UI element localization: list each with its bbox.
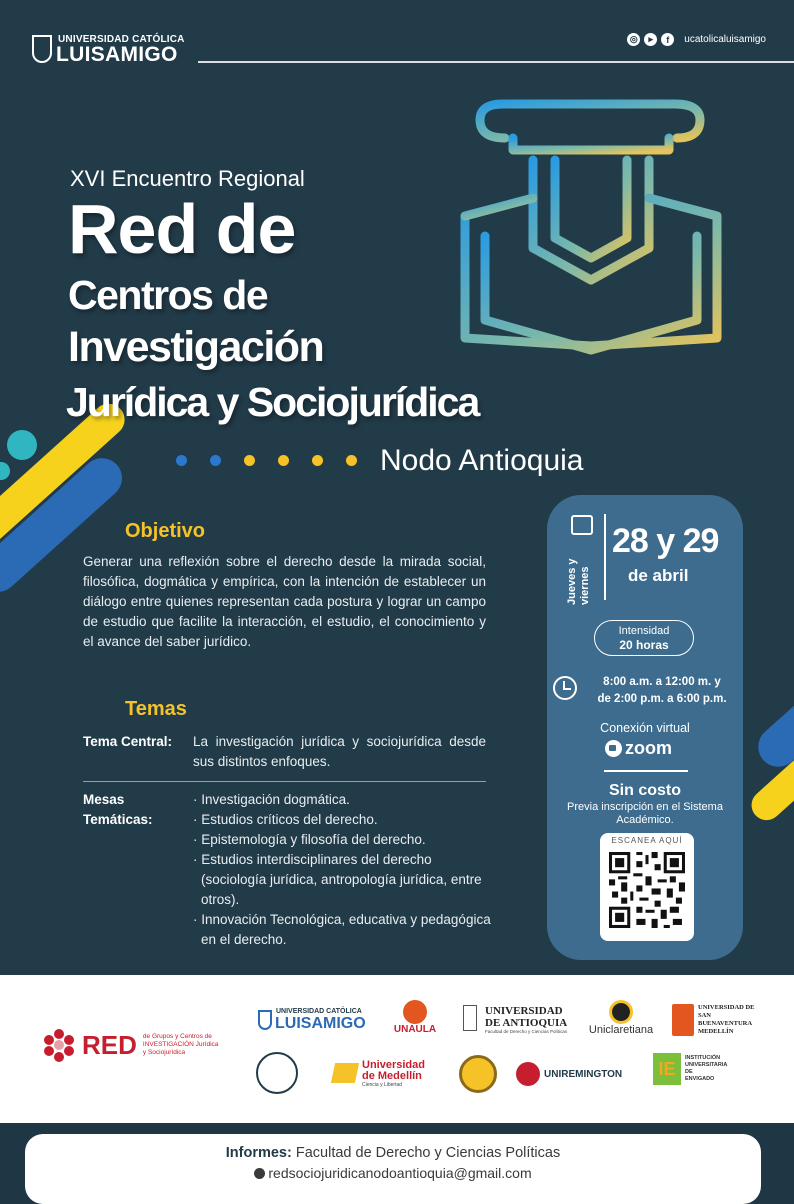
uniremington-logo [516, 1062, 636, 1086]
brand-logo [32, 34, 192, 67]
list-item: · Epistemología y filosofía del derecho. [193, 832, 426, 847]
uniremington-name: UNIREMINGTON [544, 1068, 623, 1080]
tema-central-label: Tema Central: [83, 734, 173, 749]
zoom-logo [605, 738, 695, 759]
title-line-1: Red de [68, 190, 296, 268]
brand-main-text: LUISAMIGO [56, 43, 178, 66]
uniclaretiana-logo [585, 1000, 657, 1036]
shield-icon [32, 35, 52, 63]
hours-line-1: 8:00 a.m. a 12:00 m. y [603, 676, 721, 688]
column-book-emblem-icon [455, 98, 730, 363]
card-divider [604, 770, 688, 772]
objetivo-text: Generar una reflexión sobre el derecho desde la mirada social, filosófica, dogmática y empírica, con la intención de establecer un diálogo entre quienes representan cada postura y lograr un campo de estudio que facilite la interacción, el estudio, el conocimiento y el avance del saber jurídico. [83, 554, 486, 649]
university-seal-icon [256, 1052, 298, 1094]
platform-name: zoom [625, 738, 672, 758]
temas-heading: Temas [125, 698, 187, 720]
youtube-icon: ▸ [644, 33, 657, 46]
intensity-value: 20 horas [619, 638, 669, 652]
event-days: Jueves y viernes [566, 558, 591, 605]
decor-circle [0, 462, 10, 480]
qr-code-icon[interactable] [609, 852, 685, 928]
dot [210, 455, 221, 466]
list-item: · Estudios críticos del derecho. [193, 812, 378, 827]
envigado-name: INSTITUCIÓN UNIVERSITARIA DE ENVIGADO [685, 1055, 728, 1082]
udea-logo [463, 1005, 573, 1034]
title-line-3: Investigación [68, 323, 324, 371]
building-icon [463, 1005, 477, 1031]
camera-icon [605, 740, 622, 757]
card-divider [604, 514, 606, 600]
instagram-icon: ◎ [627, 33, 640, 46]
informes-text: Facultad de Derecho y Ciencias Políticas [291, 1145, 561, 1161]
decor-circle [7, 430, 37, 460]
list-item: · Innovación Tecnológica, educativa y pedagógica en el derecho. [193, 912, 491, 947]
list-item: · Estudios interdisciplinares del derecho (sociología jurídica, antropología jurídica, entre otros). [193, 852, 482, 907]
luisamigo-logo [258, 1008, 374, 1033]
intensity-label: Intensidad [618, 625, 670, 637]
dot-row [176, 455, 357, 466]
event-month: de abril [628, 566, 689, 585]
tema-central-text: La investigación jurídica y sociojurídica desde sus distintos enfoques. [193, 734, 486, 769]
contact-email[interactable]: redsociojuridicanodoantioquia@gmail.com [268, 1165, 532, 1181]
objetivo-heading: Objetivo [125, 520, 206, 542]
event-subtitle: XVI Encuentro Regional [70, 166, 305, 191]
informes-line [25, 1145, 761, 1161]
calendar-icon [571, 515, 593, 535]
list-item: · Investigación dogmática. [193, 792, 350, 807]
cost-text: Sin costo [608, 782, 681, 799]
informes-label: Informes: [225, 1145, 292, 1161]
shield-icon [258, 1010, 272, 1030]
sun-icon [609, 1000, 633, 1024]
udem-mark-icon [331, 1063, 359, 1083]
event-hours [582, 674, 742, 708]
registration-note: Previa inscripción en el Sistema Académico. [567, 801, 723, 826]
dot [346, 455, 357, 466]
mesas-label: Mesas Temáticas: [83, 792, 153, 827]
red-logo [42, 1028, 223, 1062]
dot [278, 455, 289, 466]
email-line [25, 1165, 761, 1181]
luisamigo-top: UNIVERSIDAD CATÓLICA [276, 1008, 362, 1015]
luisamigo-main: LUISAMIGO [275, 1015, 366, 1032]
title-line-2: Centros de [68, 272, 268, 318]
header-divider [198, 61, 794, 63]
clock-icon [553, 676, 577, 700]
mesas-list [193, 790, 493, 950]
red-word: RED [82, 1029, 137, 1060]
dot [176, 455, 187, 466]
qr-label: ESCANEA AQUÍ [611, 836, 683, 845]
facebook-icon: f [661, 33, 674, 46]
node-name: Nodo Antioquia [380, 444, 584, 477]
usb-name: UNIVERSIDAD DE SAN BUENAVENTURA MEDELLÍN [698, 1004, 755, 1035]
dot [312, 455, 323, 466]
event-date: 28 y 29 [612, 522, 719, 560]
udem-line-2: de Medellín [362, 1070, 422, 1082]
intensity-badge [594, 620, 694, 656]
title-line-4: Jurídica y Sociojurídica [66, 379, 479, 425]
udem-logo [333, 1060, 443, 1088]
udem-line-1: Universidad [362, 1059, 425, 1071]
unaula-logo [390, 1000, 440, 1035]
udea-subtitle: Facultad de Derecho y Ciencias Políticas [485, 1029, 568, 1034]
university-seal-icon [459, 1055, 497, 1093]
decor-stripe-blue-right [750, 665, 794, 775]
uniclaretiana-name: Uniclaretiana [588, 1024, 654, 1036]
envigado-mark-icon: IE [653, 1053, 681, 1085]
hexagon-cluster-icon [42, 1028, 76, 1062]
dot [244, 455, 255, 466]
unaula-seal-icon [403, 1000, 427, 1024]
email-icon [254, 1168, 265, 1179]
social-links [627, 33, 766, 46]
hours-line-2: de 2:00 p.m. a 6:00 p.m. [597, 693, 727, 705]
udem-subtitle: Ciencia y Libertad [362, 1082, 403, 1088]
temas-divider [83, 781, 486, 782]
usb-shield-icon [672, 1004, 694, 1036]
envigado-logo [653, 1053, 728, 1085]
udea-line-2: DE ANTIOQUIA [485, 1017, 568, 1029]
red-description: de Grupos y Centros de INVESTIGACIÓN Jurídica y Sociojurídica [142, 1033, 219, 1056]
unaula-name: UNAULA [393, 1024, 437, 1035]
social-handle: ucatolicaluisamigo [684, 34, 766, 45]
udea-line-1: UNIVERSIDAD [485, 1005, 563, 1017]
brand-top-text: UNIVERSIDAD CATÓLICA [58, 34, 185, 45]
connection-type: Conexión virtual [600, 721, 690, 735]
uniremington-mark-icon [516, 1062, 540, 1086]
usb-logo [672, 1004, 762, 1036]
